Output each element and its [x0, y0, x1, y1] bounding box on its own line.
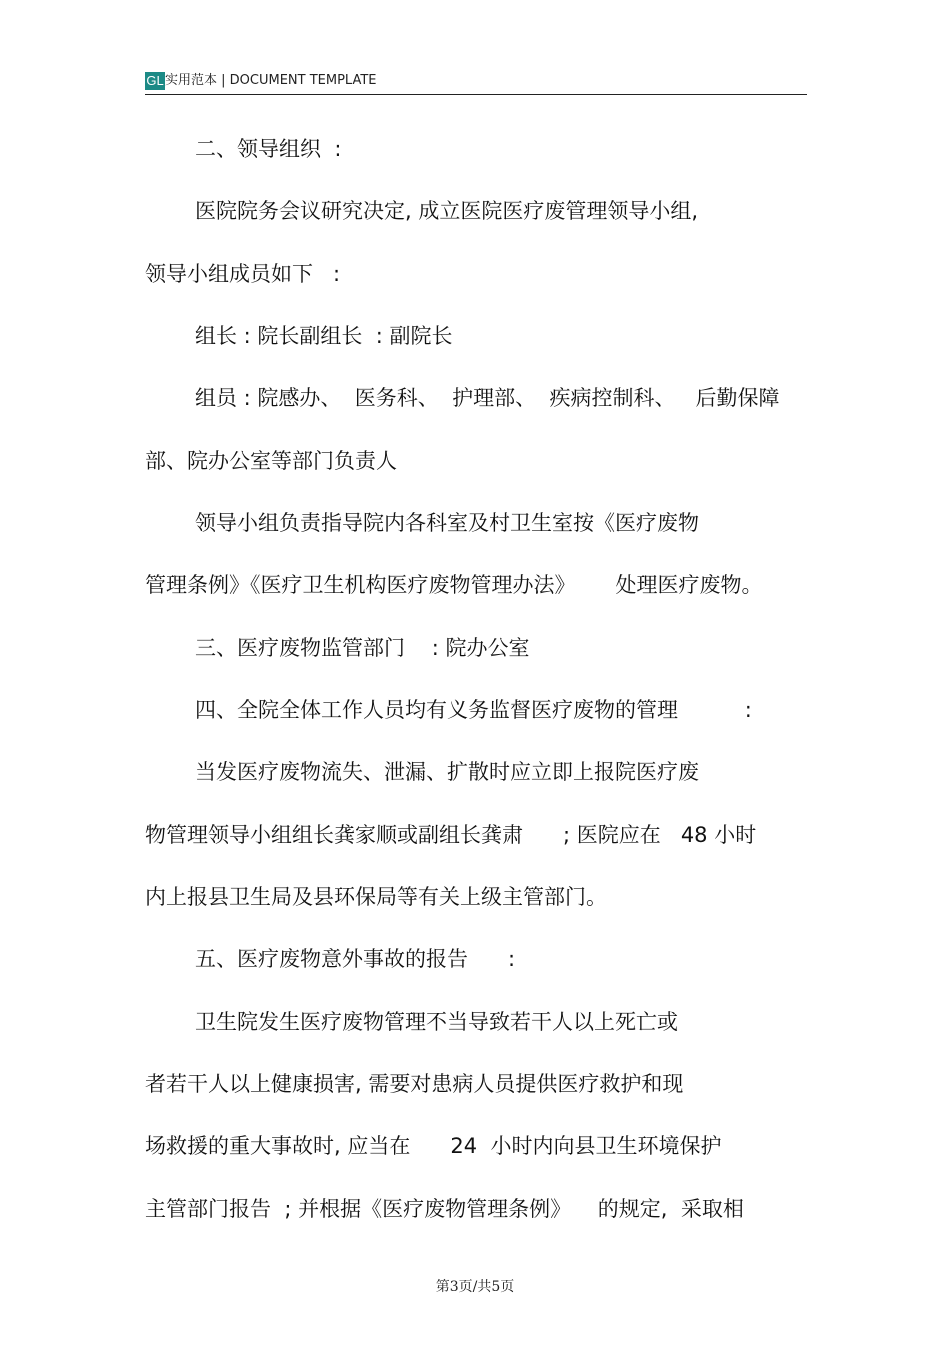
- paragraph-line: 部、院办公室等部门负责人: [145, 449, 397, 473]
- paragraph-line: 组员 : 院感办、 医务科、 护理部、 疾病控制科、 后勤保障: [195, 386, 780, 410]
- paragraph-line: 领导小组负责指导院内各科室及村卫生室按《医疗废物: [195, 511, 699, 535]
- header-title: 实用范本 | DOCUMENT TEMPLATE: [165, 73, 377, 88]
- page-header: [145, 70, 807, 95]
- paragraph-line: 场救援的重大事故时, 应当在 24 小时内向县卫生环境保护: [145, 1134, 722, 1158]
- paragraph-line: 者若干人以上健康损害, 需要对患病人员提供医疗救护和现: [145, 1072, 684, 1096]
- paragraph-line: 内上报县卫生局及县环保局等有关上级主管部门。: [145, 885, 607, 909]
- paragraph-line: 医院院务会议研究决定, 成立医院医疗废管理领导小组,: [195, 199, 699, 223]
- paragraph-line: 领导小组成员如下 :: [145, 262, 341, 286]
- section-heading-leadership: 二、领导组织 :: [195, 137, 342, 161]
- paragraph-line: 主管部门报告 ; 并根据《医疗废物管理条例》 的规定, 采取相: [145, 1197, 744, 1221]
- section-heading-accident-report: 五、医疗废物意外事故的报告 :: [195, 947, 516, 971]
- paragraph-line: 当发医疗废物流失、泄漏、扩散时应立即上报院医疗废: [195, 760, 699, 784]
- paragraph-line: 卫生院发生医疗废物管理不当导致若干人以上死亡或: [195, 1010, 678, 1034]
- section-heading-supervision: 三、医疗废物监管部门 : 院办公室: [195, 636, 530, 660]
- section-heading-duty: 四、全院全体工作人员均有义务监督医疗废物的管理 :: [195, 698, 752, 722]
- paragraph-line: 管理条例》《医疗卫生机构医疗废物管理办法》 处理医疗废物。: [145, 573, 763, 597]
- logo: GL: [146, 73, 164, 88]
- paragraph-line: 物管理领导小组组长龚家顺或副组长龚肃 ; 医院应在 48 小时: [145, 823, 757, 847]
- page-number: 第3页/共5页: [435, 1279, 515, 1295]
- paragraph-line: 组长 : 院长副组长 : 副院长: [195, 324, 453, 348]
